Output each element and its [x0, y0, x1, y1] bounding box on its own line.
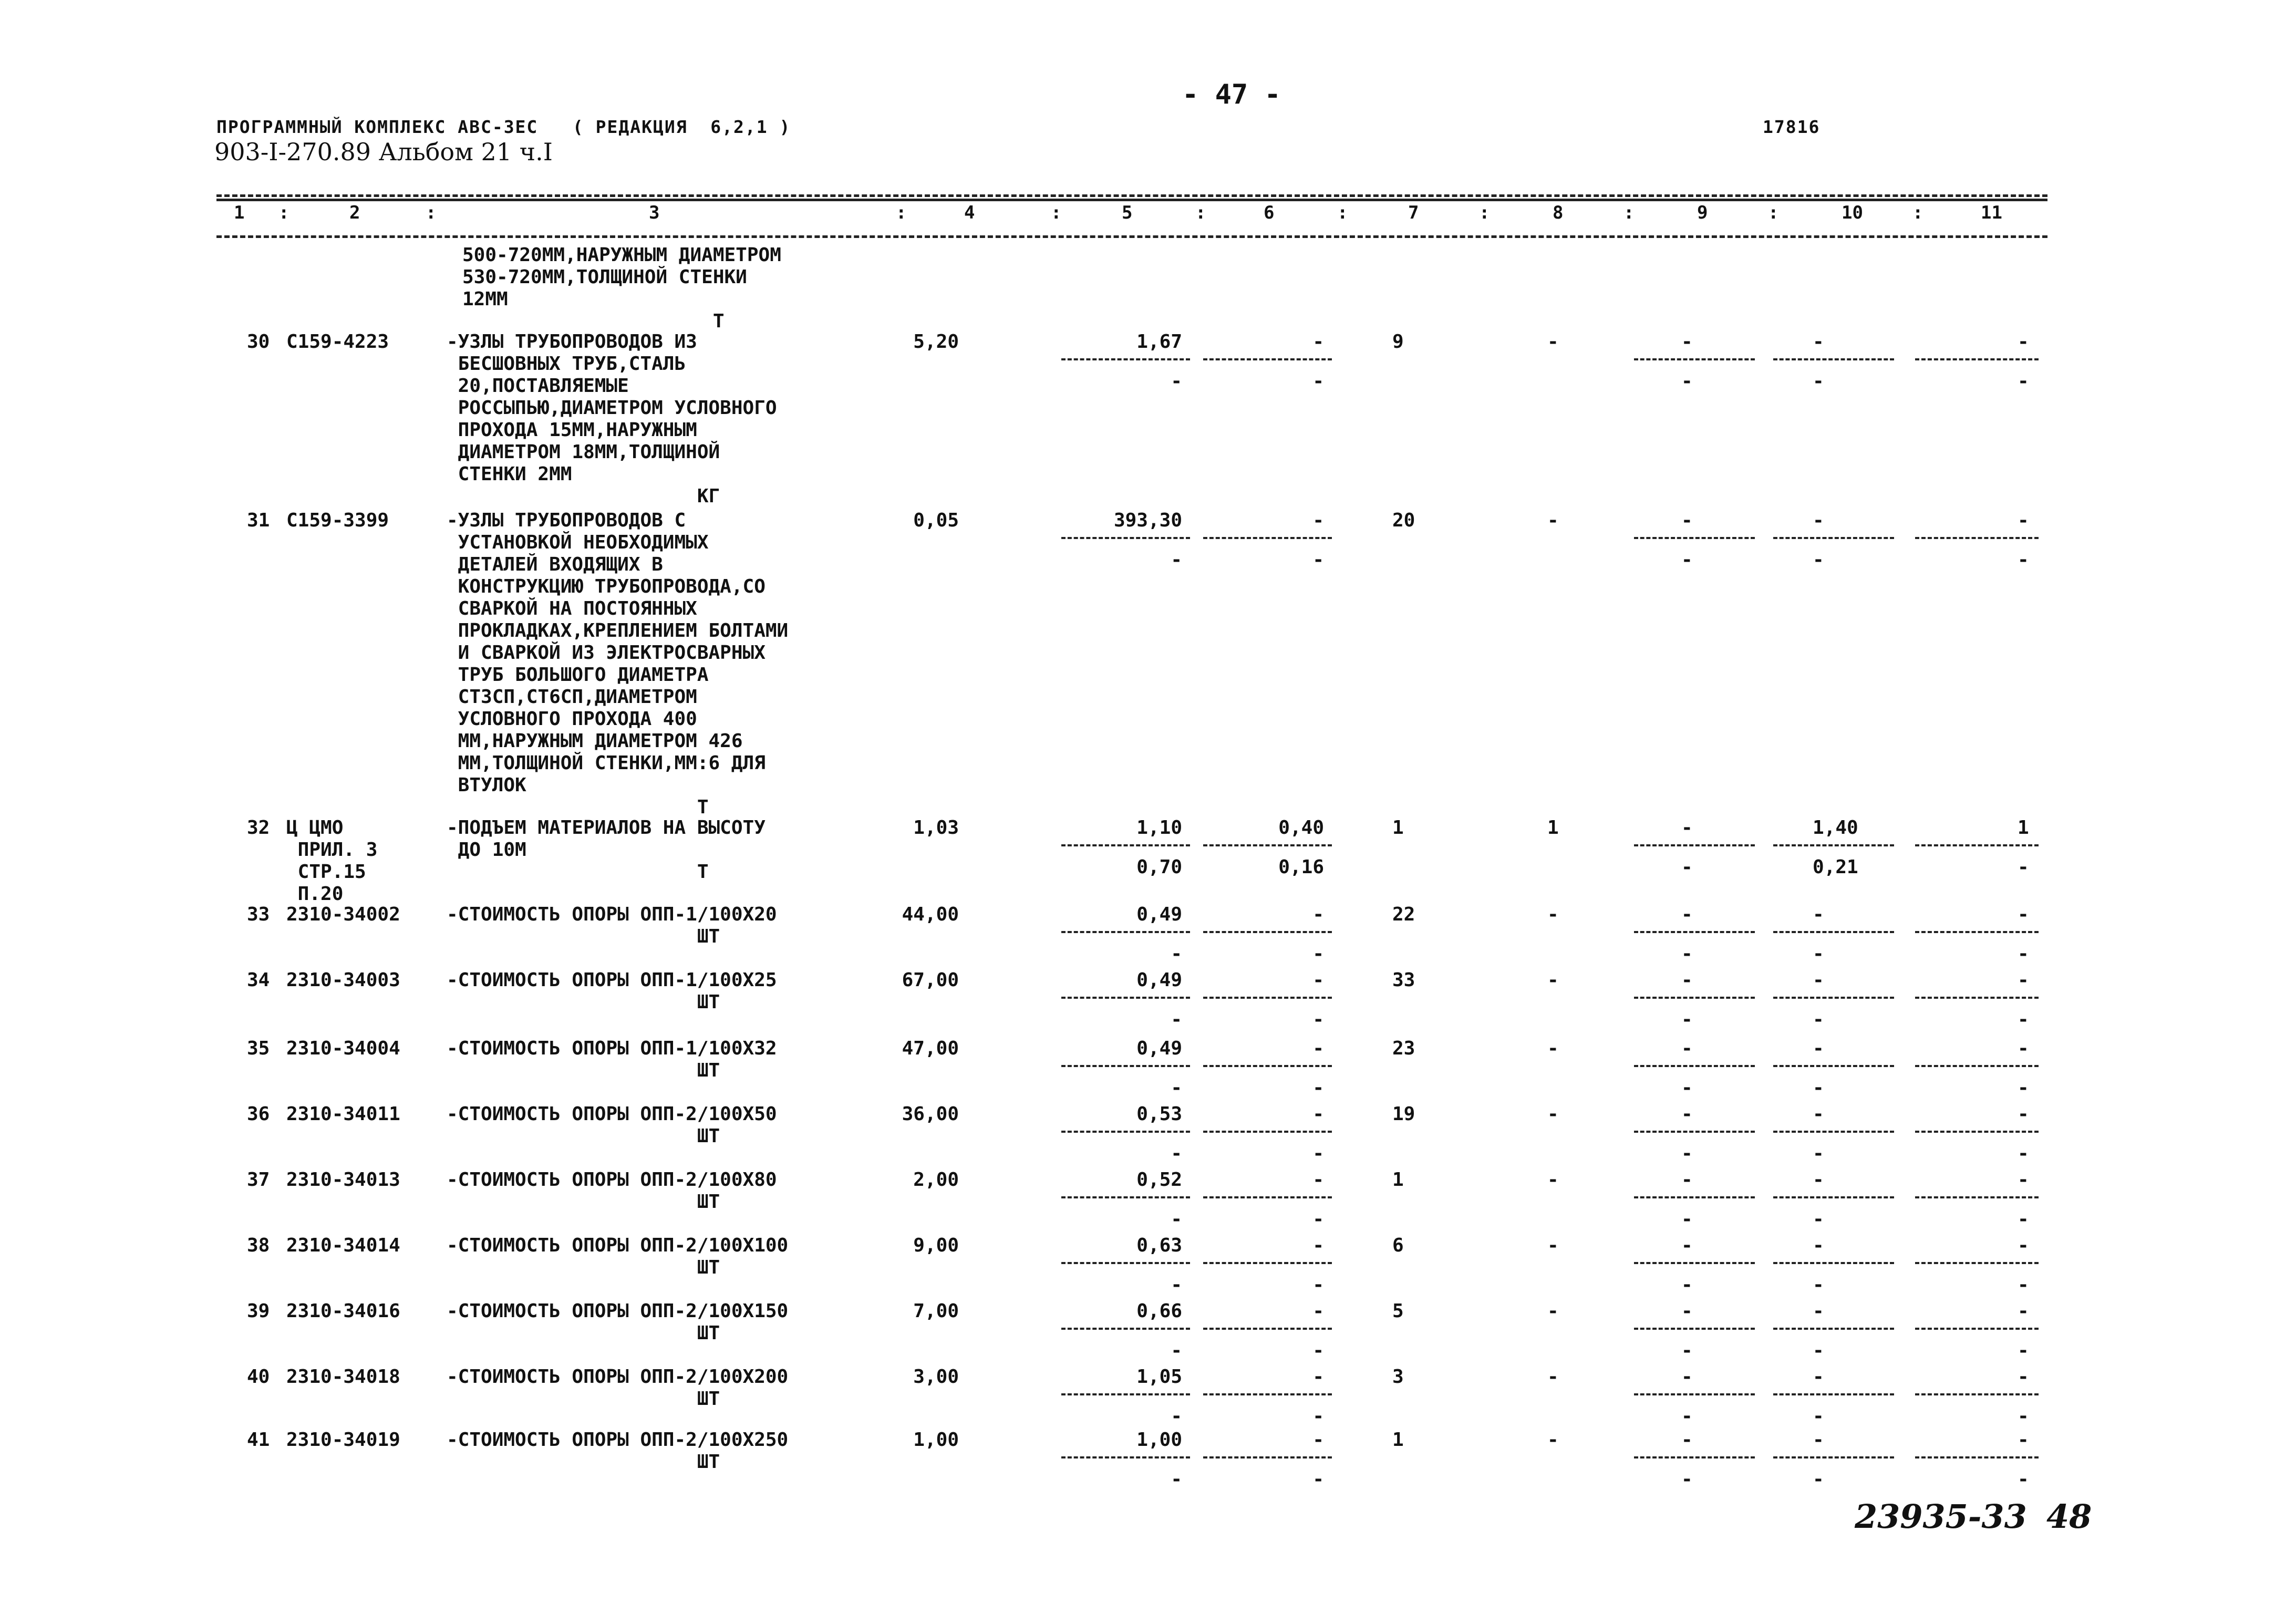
column-separator: : [1051, 202, 1062, 223]
value-divider [1634, 997, 1755, 999]
col11-top-value: - [2018, 1169, 2029, 1191]
quantity-value: 1,03 [913, 817, 959, 839]
column-header-6: 6 [1264, 202, 1275, 223]
col10-top-value: - [1813, 969, 1824, 991]
col9-bottom-value: - [1681, 1274, 1693, 1296]
column-header-9: 9 [1697, 202, 1708, 223]
column-header-8: 8 [1553, 202, 1564, 223]
col10-bottom-value: - [1813, 1143, 1824, 1164]
col5-top-value: 0,49 [1136, 969, 1182, 991]
page-number: - 47 - [1182, 79, 1281, 110]
col5-bottom-value: - [1171, 1009, 1182, 1030]
quantity-value: 2,00 [913, 1169, 959, 1191]
col11-bottom-value: - [2018, 1274, 2029, 1296]
value-divider [1203, 537, 1332, 539]
col9-top-value: - [1681, 817, 1693, 839]
value-divider [1773, 997, 1894, 999]
column-header-11: 11 [1981, 202, 2002, 223]
value-divider [1915, 931, 2039, 933]
value-divider [1061, 1393, 1190, 1395]
value-divider [1203, 844, 1332, 846]
work-description: -СТОИМОСТЬ ОПОРЫ ОПП-2/100Х200 ШТ [447, 1366, 789, 1410]
quantity-value: 7,00 [913, 1300, 959, 1322]
column-separator: : [426, 202, 437, 223]
column-header-7: 7 [1408, 202, 1419, 223]
quantity-value: 67,00 [902, 969, 959, 991]
quantity-value: 0,05 [913, 510, 959, 531]
row-number: 40 [247, 1366, 270, 1388]
resource-code: 2310-34011 [286, 1103, 400, 1125]
value-divider [1915, 1393, 2039, 1395]
col5-top-value: 0,49 [1136, 904, 1182, 925]
value-divider [1773, 844, 1894, 846]
row-number: 39 [247, 1300, 270, 1322]
value-divider [1203, 997, 1332, 999]
col10-top-value: - [1813, 1366, 1824, 1388]
col9-bottom-value: - [1681, 1208, 1693, 1230]
col10-bottom-value: - [1813, 1340, 1824, 1361]
col11-top-value: - [2018, 1429, 2029, 1451]
work-description: -СТОИМОСТЬ ОПОРЫ ОПП-2/100Х150 ШТ [447, 1300, 789, 1344]
col5-bottom-value: - [1171, 1274, 1182, 1296]
value-divider [1634, 537, 1755, 539]
value-divider [1203, 1131, 1332, 1133]
row-number: 30 [247, 331, 270, 353]
column-header-10: 10 [1842, 202, 1863, 223]
col11-top-value: - [2018, 904, 2029, 925]
work-description: -УЗЛЫ ТРУБОПРОВОДОВ С УСТАНОВКОЙ НЕОБХОДИМЫХ ДЕТАЛЕЙ ВХОДЯЩИХ В КОНСТРУКЦИЮ ТРУБОПРОВОДА,СО СВАРКОЙ НА ПОСТОЯННЫХ ПРОКЛАДКАХ,КРЕПЛЕНИЕМ БОЛТАМИ И СВАРКОЙ ИЗ ЭЛЕКТРОСВАРНЫХ ТРУБ БОЛЬШОГО ДИАМЕТРА СТ3СП,СТ6СП,ДИАМЕТРОМ УСЛОВНОГО ПРОХОДА 400 ММ,НАРУЖНЫМ ДИАМЕТРОМ 426 ММ,ТОЛЩИНОЙ СТЕНКИ,ММ:6 ДЛЯ ВТУЛОК Т [447, 510, 789, 818]
col7-value: 19 [1392, 1103, 1415, 1125]
value-divider [1061, 537, 1190, 539]
row-number: 37 [247, 1169, 270, 1191]
value-divider [1915, 1456, 2039, 1458]
col8-value: - [1547, 969, 1559, 991]
col5-bottom-value: - [1171, 1208, 1182, 1230]
col5-bottom-value: - [1171, 1340, 1182, 1361]
col9-bottom-value: - [1681, 549, 1693, 571]
col8-value: - [1547, 510, 1559, 531]
col9-bottom-value: - [1681, 1340, 1693, 1361]
header-top-rule-solid [216, 199, 2047, 201]
value-divider [1915, 1131, 2039, 1133]
quantity-value: 44,00 [902, 904, 959, 925]
document-code: 17816 [1763, 117, 1821, 137]
continuation-text: 500-720ММ,НАРУЖНЫМ ДИАМЕТРОМ 530-720ММ,ТОЛЩИНОЙ СТЕНКИ 12ММ Т [462, 244, 781, 332]
col6-bottom-value: - [1312, 1077, 1324, 1099]
col8-value: - [1547, 1300, 1559, 1322]
col10-bottom-value: - [1813, 1405, 1824, 1427]
work-description: -СТОИМОСТЬ ОПОРЫ ОПП-2/100Х100 ШТ [447, 1235, 789, 1278]
value-divider [1061, 931, 1190, 933]
column-separator: : [278, 202, 289, 223]
col11-bottom-value: - [2018, 1468, 2029, 1490]
col6-top-value: - [1312, 1300, 1324, 1322]
row-number: 36 [247, 1103, 270, 1125]
work-description: -УЗЛЫ ТРУБОПРОВОДОВ ИЗ БЕСШОВНЫХ ТРУБ,СТАЛЬ 20,ПОСТАВЛЯЕМЫЕ РОССЫПЬЮ,ДИАМЕТРОМ УСЛОВНОГО ПРОХОДА 15ММ,НАРУЖНЫМ ДИАМЕТРОМ 18ММ,ТОЛЩИНОЙ СТЕНКИ 2ММ КГ [447, 331, 777, 507]
value-divider [1915, 844, 2039, 846]
col6-top-value: - [1312, 1038, 1324, 1059]
value-divider [1061, 844, 1190, 846]
resource-code: 2310-34003 [286, 969, 400, 991]
col6-bottom-value: - [1312, 1143, 1324, 1164]
row-number: 31 [247, 510, 270, 531]
footer-page: 48 [2046, 1497, 2092, 1536]
col5-top-value: 0,49 [1136, 1038, 1182, 1059]
col7-value: 23 [1392, 1038, 1415, 1059]
col5-bottom-value: - [1171, 1143, 1182, 1164]
resource-code: С159-4223 [286, 331, 389, 353]
header-top-rule [216, 194, 2047, 197]
work-description: -СТОИМОСТЬ ОПОРЫ ОПП-1/100Х32 ШТ [447, 1038, 777, 1081]
col7-value: 1 [1392, 817, 1404, 839]
col10-top-value: 1,40 [1813, 817, 1858, 839]
col5-bottom-value: - [1171, 1405, 1182, 1427]
col9-top-value: - [1681, 1366, 1693, 1388]
col9-bottom-value: - [1681, 1077, 1693, 1099]
col6-top-value: - [1312, 1235, 1324, 1256]
row-number: 38 [247, 1235, 270, 1256]
col10-top-value: - [1813, 1235, 1824, 1256]
resource-code: Ц ЦМО ПРИЛ. 3 СТР.15 П.20 [286, 817, 378, 905]
value-divider [1061, 1131, 1190, 1133]
resource-code: 2310-34018 [286, 1366, 400, 1388]
col5-bottom-value: - [1171, 370, 1182, 392]
value-divider [1915, 1328, 2039, 1330]
column-separator: : [896, 202, 907, 223]
col11-top-value: 1 [2018, 817, 2029, 839]
col10-top-value: - [1813, 1169, 1824, 1191]
col7-value: 22 [1392, 904, 1415, 925]
footer-code: 23935-33 [1855, 1497, 2027, 1536]
col11-bottom-value: - [2018, 1143, 2029, 1164]
col11-top-value: - [2018, 969, 2029, 991]
value-divider [1773, 1065, 1894, 1067]
col5-top-value: 0,66 [1136, 1300, 1182, 1322]
value-divider [1634, 1131, 1755, 1133]
col11-top-value: - [2018, 1235, 2029, 1256]
col11-top-value: - [2018, 331, 2029, 353]
col9-top-value: - [1681, 510, 1693, 531]
col10-top-value: - [1813, 1103, 1824, 1125]
col11-bottom-value: - [2018, 1077, 2029, 1099]
row-number: 41 [247, 1429, 270, 1451]
column-separator: : [1479, 202, 1490, 223]
col11-top-value: - [2018, 1300, 2029, 1322]
col9-bottom-value: - [1681, 1143, 1693, 1164]
col5-bottom-value: - [1171, 549, 1182, 571]
row-number: 34 [247, 969, 270, 991]
value-divider [1061, 1196, 1190, 1198]
work-description: -ПОДЪЕМ МАТЕРИАЛОВ НА ВЫСОТУ ДО 10М Т [447, 817, 766, 883]
col8-value: - [1547, 1429, 1559, 1451]
value-divider [1634, 1262, 1755, 1264]
column-separator: : [1768, 202, 1779, 223]
column-separator: : [1337, 202, 1348, 223]
col7-value: 1 [1392, 1169, 1404, 1191]
value-divider [1061, 1065, 1190, 1067]
col6-bottom-value: 0,16 [1278, 856, 1324, 878]
col8-value: - [1547, 1103, 1559, 1125]
value-divider [1634, 1328, 1755, 1330]
col9-top-value: - [1681, 1300, 1693, 1322]
row-number: 35 [247, 1038, 270, 1059]
col6-top-value: - [1312, 904, 1324, 925]
col6-bottom-value: - [1312, 1208, 1324, 1230]
row-number: 32 [247, 817, 270, 839]
value-divider [1203, 1196, 1332, 1198]
value-divider [1203, 1065, 1332, 1067]
col11-bottom-value: - [2018, 1208, 2029, 1230]
col11-bottom-value: - [2018, 370, 2029, 392]
col10-bottom-value: - [1813, 1274, 1824, 1296]
value-divider [1915, 358, 2039, 360]
header-bottom-rule [216, 235, 2047, 238]
col6-bottom-value: - [1312, 549, 1324, 571]
col6-top-value: - [1312, 1169, 1324, 1191]
program-title: ПРОГРАММНЫЙ КОМПЛЕКС АВС-ЗЕС ( РЕДАКЦИЯ 6,2,1 ) [216, 117, 791, 137]
value-divider [1634, 1196, 1755, 1198]
value-divider [1773, 358, 1894, 360]
value-divider [1915, 1065, 2039, 1067]
value-divider [1634, 1393, 1755, 1395]
col9-top-value: - [1681, 904, 1693, 925]
value-divider [1773, 537, 1894, 539]
col11-bottom-value: - [2018, 856, 2029, 878]
column-header-5: 5 [1122, 202, 1133, 223]
value-divider [1203, 1262, 1332, 1264]
col9-bottom-value: - [1681, 370, 1693, 392]
col5-top-value: 393,30 [1113, 510, 1182, 531]
col9-top-value: - [1681, 1103, 1693, 1125]
col10-bottom-value: - [1813, 370, 1824, 392]
col10-top-value: - [1813, 904, 1824, 925]
col5-bottom-value: 0,70 [1136, 856, 1182, 878]
col7-value: 9 [1392, 331, 1404, 353]
resource-code: С159-3399 [286, 510, 389, 531]
column-separator: : [1195, 202, 1206, 223]
col6-top-value: - [1312, 1429, 1324, 1451]
value-divider [1773, 1131, 1894, 1133]
value-divider [1915, 1262, 2039, 1264]
value-divider [1203, 1328, 1332, 1330]
col6-bottom-value: - [1312, 1405, 1324, 1427]
col10-top-value: - [1813, 510, 1824, 531]
col6-top-value: - [1312, 510, 1324, 531]
col11-bottom-value: - [2018, 549, 2029, 571]
col6-top-value: 0,40 [1278, 817, 1324, 839]
col10-top-value: - [1813, 1429, 1824, 1451]
value-divider [1634, 358, 1755, 360]
work-description: -СТОИМОСТЬ ОПОРЫ ОПП-2/100Х50 ШТ [447, 1103, 777, 1147]
col11-bottom-value: - [2018, 1009, 2029, 1030]
col10-bottom-value: - [1813, 1009, 1824, 1030]
col5-bottom-value: - [1171, 943, 1182, 965]
resource-code: 2310-34016 [286, 1300, 400, 1322]
value-divider [1061, 1328, 1190, 1330]
col6-bottom-value: - [1312, 370, 1324, 392]
col9-top-value: - [1681, 1235, 1693, 1256]
col10-bottom-value: - [1813, 1077, 1824, 1099]
col5-top-value: 1,05 [1136, 1366, 1182, 1388]
value-divider [1773, 1196, 1894, 1198]
column-header-4: 4 [964, 202, 975, 223]
col7-value: 20 [1392, 510, 1415, 531]
col9-bottom-value: - [1681, 1405, 1693, 1427]
col8-value: 1 [1547, 817, 1559, 839]
column-header-2: 2 [349, 202, 360, 223]
value-divider [1915, 1196, 2039, 1198]
col9-top-value: - [1681, 1038, 1693, 1059]
col5-top-value: 0,53 [1136, 1103, 1182, 1125]
row-number: 33 [247, 904, 270, 925]
quantity-value: 1,00 [913, 1429, 959, 1451]
value-divider [1203, 358, 1332, 360]
value-divider [1061, 997, 1190, 999]
col5-bottom-value: - [1171, 1468, 1182, 1490]
col7-value: 3 [1392, 1366, 1404, 1388]
col5-top-value: 1,10 [1136, 817, 1182, 839]
col5-top-value: 1,67 [1136, 331, 1182, 353]
value-divider [1061, 1456, 1190, 1458]
col11-bottom-value: - [2018, 943, 2029, 965]
col5-bottom-value: - [1171, 1077, 1182, 1099]
value-divider [1203, 1456, 1332, 1458]
value-divider [1773, 1328, 1894, 1330]
quantity-value: 5,20 [913, 331, 959, 353]
value-divider [1915, 997, 2039, 999]
col11-bottom-value: - [2018, 1340, 2029, 1361]
col11-top-value: - [2018, 1038, 2029, 1059]
col11-top-value: - [2018, 1366, 2029, 1388]
value-divider [1061, 1262, 1190, 1264]
value-divider [1203, 931, 1332, 933]
value-divider [1915, 537, 2039, 539]
resource-code: 2310-34013 [286, 1169, 400, 1191]
col9-top-value: - [1681, 331, 1693, 353]
quantity-value: 3,00 [913, 1366, 959, 1388]
value-divider [1773, 1456, 1894, 1458]
col10-top-value: - [1813, 331, 1824, 353]
col8-value: - [1547, 1038, 1559, 1059]
col9-bottom-value: - [1681, 943, 1693, 965]
col8-value: - [1547, 1366, 1559, 1388]
col5-top-value: 0,63 [1136, 1235, 1182, 1256]
value-divider [1634, 844, 1755, 846]
col10-bottom-value: - [1813, 1468, 1824, 1490]
col10-bottom-value: - [1813, 943, 1824, 965]
col9-bottom-value: - [1681, 1009, 1693, 1030]
col8-value: - [1547, 331, 1559, 353]
col6-top-value: - [1312, 1103, 1324, 1125]
col6-bottom-value: - [1312, 1009, 1324, 1030]
col9-top-value: - [1681, 1169, 1693, 1191]
value-divider [1773, 1262, 1894, 1264]
value-divider [1634, 1456, 1755, 1458]
quantity-value: 9,00 [913, 1235, 959, 1256]
col10-top-value: - [1813, 1300, 1824, 1322]
col11-bottom-value: - [2018, 1405, 2029, 1427]
value-divider [1773, 931, 1894, 933]
col6-bottom-value: - [1312, 943, 1324, 965]
col9-bottom-value: - [1681, 1468, 1693, 1490]
col6-bottom-value: - [1312, 1274, 1324, 1296]
col6-bottom-value: - [1312, 1340, 1324, 1361]
col10-bottom-value: 0,21 [1813, 856, 1858, 878]
col5-top-value: 0,52 [1136, 1169, 1182, 1191]
col10-bottom-value: - [1813, 549, 1824, 571]
resource-code: 2310-34014 [286, 1235, 400, 1256]
col7-value: 33 [1392, 969, 1415, 991]
col9-top-value: - [1681, 1429, 1693, 1451]
col11-top-value: - [2018, 1103, 2029, 1125]
col8-value: - [1547, 1169, 1559, 1191]
col9-bottom-value: - [1681, 856, 1693, 878]
col6-top-value: - [1312, 331, 1324, 353]
col8-value: - [1547, 904, 1559, 925]
column-header-3: 3 [649, 202, 660, 223]
col10-top-value: - [1813, 1038, 1824, 1059]
work-description: -СТОИМОСТЬ ОПОРЫ ОПП-2/100Х80 ШТ [447, 1169, 777, 1213]
value-divider [1634, 931, 1755, 933]
value-divider [1634, 1065, 1755, 1067]
col6-top-value: - [1312, 1366, 1324, 1388]
work-description: -СТОИМОСТЬ ОПОРЫ ОПП-1/100Х25 ШТ [447, 969, 777, 1013]
quantity-value: 47,00 [902, 1038, 959, 1059]
col7-value: 5 [1392, 1300, 1404, 1322]
column-separator: : [1912, 202, 1923, 223]
work-description: -СТОИМОСТЬ ОПОРЫ ОПП-2/100Х250 ШТ [447, 1429, 789, 1473]
col7-value: 1 [1392, 1429, 1404, 1451]
value-divider [1061, 358, 1190, 360]
column-separator: : [1623, 202, 1635, 223]
col6-top-value: - [1312, 969, 1324, 991]
col5-top-value: 1,00 [1136, 1429, 1182, 1451]
col9-top-value: - [1681, 969, 1693, 991]
resource-code: 2310-34004 [286, 1038, 400, 1059]
work-description: -СТОИМОСТЬ ОПОРЫ ОПП-1/100Х20 ШТ [447, 904, 777, 947]
album-reference: 903-I-270.89 Альбом 21 ч.I [214, 138, 553, 166]
value-divider [1203, 1393, 1332, 1395]
col10-bottom-value: - [1813, 1208, 1824, 1230]
col7-value: 6 [1392, 1235, 1404, 1256]
quantity-value: 36,00 [902, 1103, 959, 1125]
col8-value: - [1547, 1235, 1559, 1256]
resource-code: 2310-34019 [286, 1429, 400, 1451]
col6-bottom-value: - [1312, 1468, 1324, 1490]
resource-code: 2310-34002 [286, 904, 400, 925]
column-header-1: 1 [234, 202, 245, 223]
col11-top-value: - [2018, 510, 2029, 531]
value-divider [1773, 1393, 1894, 1395]
